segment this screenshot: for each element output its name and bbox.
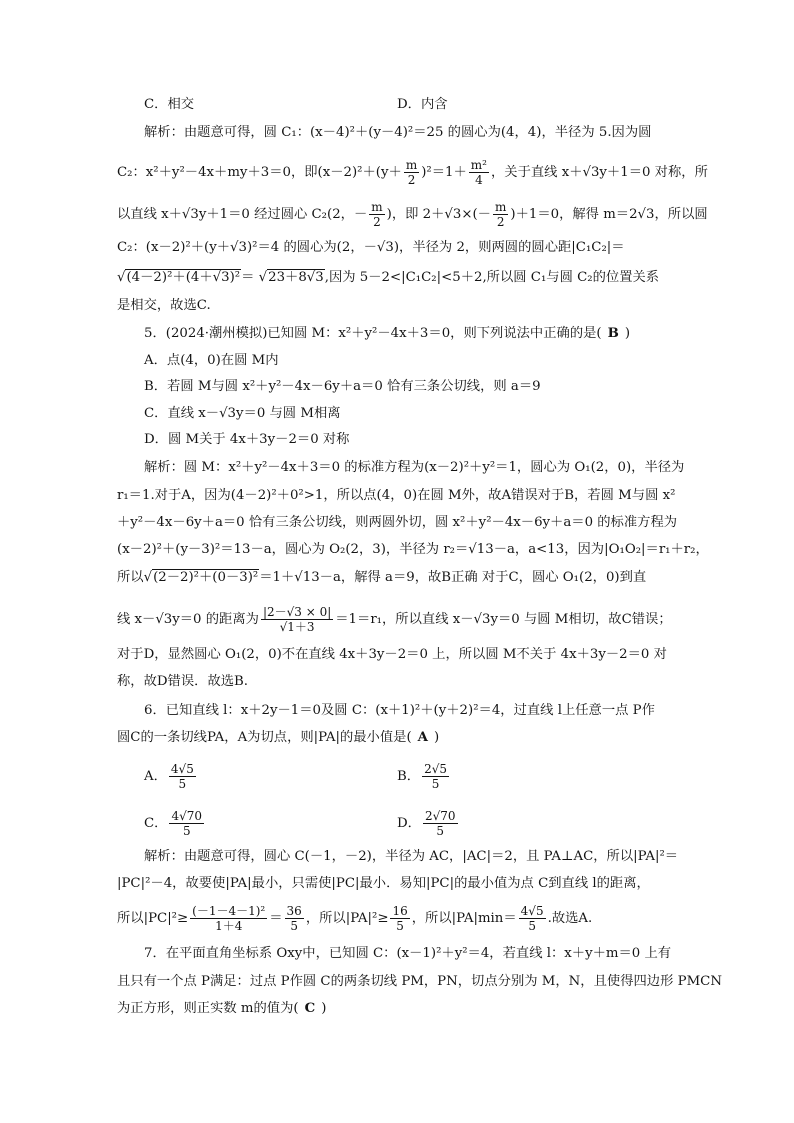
solution-line: ＋y²－4x－6y＋a＝0 恰有三条公切线，则两圆外切，圆 x²＋y²－4x－6y＋a＝0 的标准方程为 <box>117 515 678 530</box>
solution-line: 线 x－√3y＝0 的距离为 $\frac{|2-√3 \times 0|}{√1+3}$ ＝1＝r₁，所以直线 x－√3y＝0 与圆 M相切，故C错误； <box>117 605 672 634</box>
solution-line: 解析：由题意可得，圆心 C(－1，－2)，半径为 AC，|AC|＝2，且 PA⊥AC，所以|PA|²＝ <box>144 849 679 864</box>
answer-a: A <box>417 730 428 745</box>
fraction: $\frac{m}{2}$ <box>371 200 383 229</box>
fraction: $\frac{36}{5}$ <box>286 904 302 933</box>
solution-line: C₂：x²＋y²－4x＋my＋3＝0，即(x－2)²＋(y＋ $\frac{m}{2}$ )²＝1＋ $\frac{\text{m²}}{4}$ ，关于直线 x＋√3y＋1＝0 对称，所 <box>117 158 708 187</box>
fraction: $\frac{\text{(－1－4－1)²}}{1+4}$ <box>192 904 266 933</box>
answer-c: C <box>304 1001 316 1016</box>
option-c: C． $\frac{4√70}{5}$ <box>144 809 203 838</box>
question-6-line: 圆C的一条切线PA，A为切点，则|PA|的最小值是( A ) <box>117 730 440 745</box>
solution-line: 解析：圆 M：x²＋y²－4x＋3＝0 的标准方程为(x－2)²＋y²＝1，圆心为 O₁(2，0)，半径为 <box>144 460 685 475</box>
fraction: $\frac{m}{2}$ <box>494 200 507 229</box>
option-a: A． $\frac{4√5}{5}$ <box>144 762 194 791</box>
question-7-line: 且只有一个点 P满足：过点 P作圆 C的两条切线 PM，PN，切点分别为 M，N，且使得四边形 PMCN <box>117 974 722 989</box>
fraction: $\frac{2√5}{5}$ <box>424 762 447 791</box>
fraction: $\frac{|2-√3 \times 0|}{√1+3}$ <box>262 605 332 634</box>
solution-line: (x－2)²＋(y－3)²＝13－a，圆心为 O₂(2，3)，半径为 r₂＝√13－a，a<13，因为|O₁O₂|＝r₁＋r₂， <box>117 542 709 557</box>
solution-line: 所以√(2－2)²＋(0－3)²＝1＋√13－a，解得 a＝9，故B正确 对于C，圆心 O₁(2，0)到直 <box>117 570 647 585</box>
fraction: $\frac{m}{2}$ <box>405 158 418 187</box>
solution-line: 称，故D错误．故选B. <box>117 674 249 689</box>
option-a: A．点(4，0)在圆 M内 <box>144 353 279 368</box>
solution-line: 所以|PC|²≥ $\frac{\text{(－1－4－1)²}}{1+4}$ ＝ $\frac{36}{5}$ ，所以|PA|²≥ $\frac{16}{5}$ ，所以|PA|min＝ $\frac{4√5}{5}$ .故选A. <box>117 904 593 933</box>
question-7: 7．在平面直角坐标系 Oxy中，已知圆 C：(x－1)²＋y²＝4，若直线 l：x＋y＋m＝0 上有 <box>144 946 672 961</box>
solution-line: 解析：由题意可得，圆 C₁：(x－4)²＋(y－4)²＝25 的圆心为(4，4)，半径为 5.因为圆 <box>144 125 652 140</box>
solution-line: C₂：(x－2)²＋(y＋√3)²＝4 的圆心为(2，－√3)，半径为 2，则两圆的圆心距|C₁C₂|＝ <box>117 240 625 255</box>
option-d: D．内含 <box>397 97 448 112</box>
question-5: 5．(2024·潮州模拟)已知圆 M：x²＋y²－4x＋3＝0，则下列说法中正确的是( B ) <box>144 326 631 341</box>
question-6: 6．已知直线 l：x＋2y－1＝0及圆 C：(x＋1)²＋(y＋2)²＝4，过直线 l上任意一点 P作 <box>144 703 655 718</box>
option-d: D． $\frac{2√70}{5}$ <box>397 809 456 838</box>
fraction: $\frac{4√70}{5}$ <box>171 809 203 838</box>
fraction: $\frac{\text{m²}}{4}$ <box>470 158 487 187</box>
solution-line: |PC|²－4，故要使|PA|最小，只需使|PC|最小．易知|PC|的最小值为点 C到直线 l的距离， <box>117 876 650 891</box>
solution-line: 对于D，显然圆心 O₁(2，0)不在直线 4x＋3y－2＝0 上，所以圆 M不关于 4x＋3y－2＝0 对 <box>117 647 667 662</box>
option-b: B． $\frac{2√5}{5}$ <box>397 762 447 791</box>
option-c: C．直线 x－√3y＝0 与圆 M相离 <box>144 406 341 421</box>
fraction: $\frac{4√5}{5}$ <box>170 762 194 791</box>
solution-line: r₁＝1.对于A，因为(4－2)²＋0²>1，所以点(4，0)在圆 M外，故A错误对于B，若圆 M与圆 x² <box>117 488 676 503</box>
fraction: $\frac{4√5}{5}$ <box>520 904 544 933</box>
solution-line: √(4－2)²＋(4＋√3)²＝ √23＋8√3,因为 5－2<|C₁C₂|<5＋2,所以圆 C₁与圆 C₂的位置关系 <box>117 270 660 285</box>
option-c: C．相交 <box>144 97 195 112</box>
answer-b: B <box>607 326 619 341</box>
option-d: D．圆 M关于 4x＋3y－2＝0 对称 <box>144 432 350 447</box>
option-b: B．若圆 M与圆 x²＋y²－4x－6y＋a＝0 恰有三条公切线，则 a＝9 <box>144 379 541 394</box>
fraction: $\frac{16}{5}$ <box>392 904 408 933</box>
solution-line: 是相交，故选C. <box>117 298 211 313</box>
question-7-line: 为正方形，则正实数 m的值为( C ) <box>117 1001 327 1016</box>
solution-line: 以直线 x＋√3y＋1＝0 经过圆心 C₂(2，－ $\frac{m}{2}$ )，即 2＋√3×(－ $\frac{m}{2}$ )＋1＝0，解得 m＝2√3，所以圆 <box>117 200 708 229</box>
fraction: $\frac{2√70}{5}$ <box>424 809 456 838</box>
